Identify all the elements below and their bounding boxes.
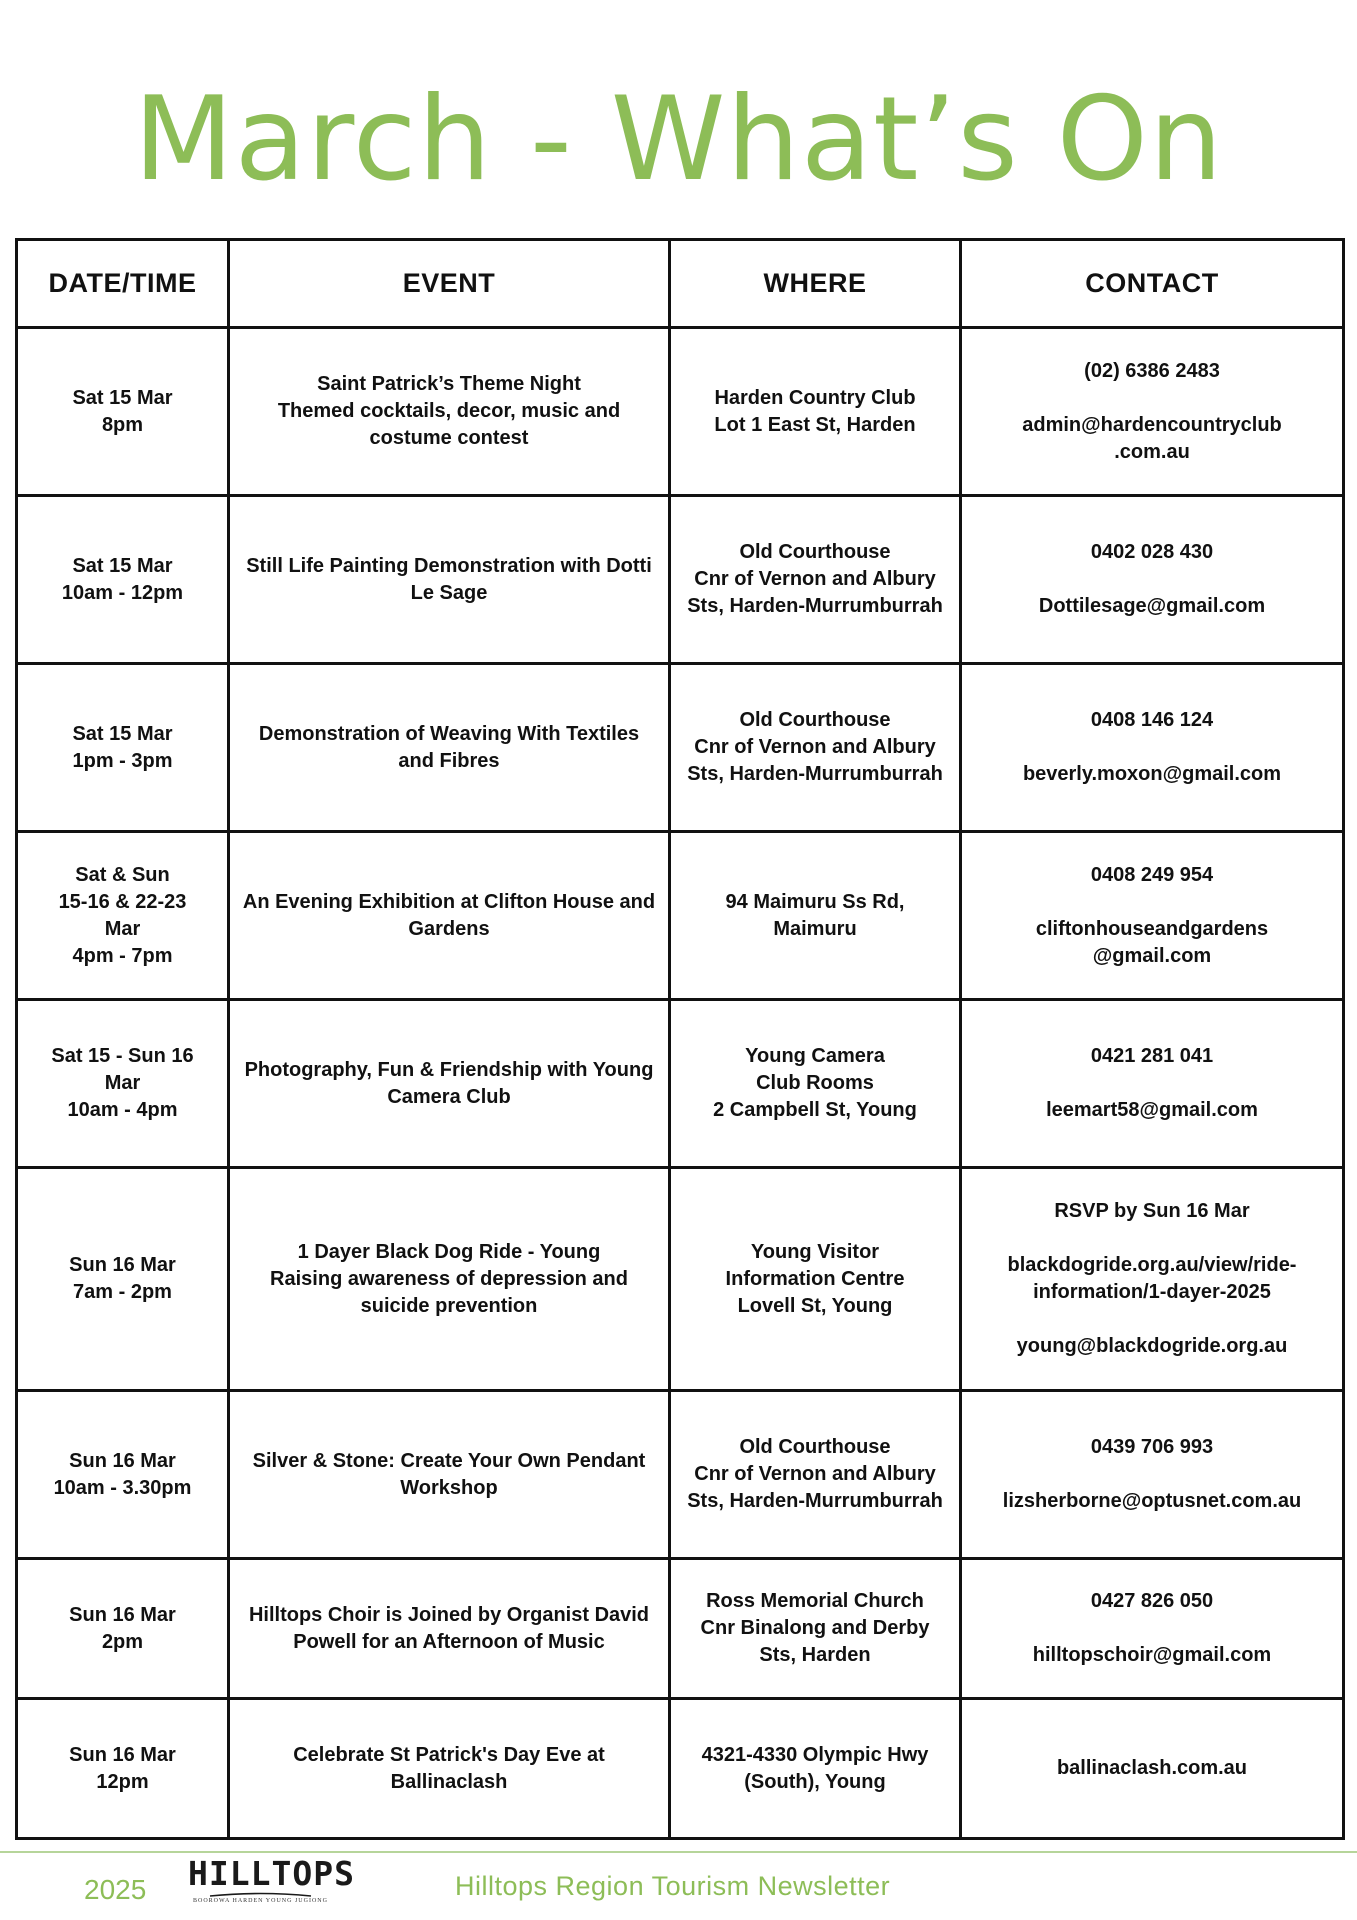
cell-where: Harden Country Club Lot 1 East St, Harden	[670, 328, 961, 496]
cell-where: Old Courthouse Cnr of Vernon and Albury Sts, Harden-Murrumburrah	[670, 664, 961, 832]
cell-contact: (02) 6386 2483 admin@hardencountryclub .com.au	[961, 328, 1344, 496]
footer-year: 2025	[84, 1874, 147, 1905]
table-row	[17, 1168, 1344, 1391]
logo-subtitle: BOOROWA HARDEN YOUNG JUGIONG	[193, 1898, 328, 1904]
cell-contact: 0402 028 430 Dottilesage@gmail.com	[961, 496, 1344, 664]
cell-datetime: Sat 15 - Sun 16 Mar 10am - 4pm	[17, 1000, 229, 1168]
header-where: WHERE	[670, 240, 961, 328]
header-contact: CONTACT	[961, 240, 1344, 328]
cell-contact: ballinaclash.com.au	[961, 1699, 1344, 1839]
table-row	[17, 832, 1344, 1000]
header-event: EVENT	[229, 240, 670, 328]
table-row	[17, 1699, 1344, 1839]
cell-contact: 0427 826 050 hilltopschoir@gmail.com	[961, 1559, 1344, 1699]
hilltops-logo	[188, 1854, 355, 1915]
cell-datetime: Sun 16 Mar 12pm	[17, 1699, 229, 1839]
newsletter-label: Hilltops Region Tourism Newsletter	[455, 1871, 891, 1901]
footer-divider	[0, 1851, 1357, 1853]
cell-where: Young Visitor Information Centre Lovell St, Young	[670, 1168, 961, 1391]
cell-where: 4321-4330 Olympic Hwy (South), Young	[670, 1699, 961, 1839]
cell-where: Old Courthouse Cnr of Vernon and Albury Sts, Harden-Murrumburrah	[670, 1391, 961, 1559]
table-row	[17, 664, 1344, 832]
cell-where: Young Camera Club Rooms 2 Campbell St, Young	[670, 1000, 961, 1168]
cell-where: Ross Memorial Church Cnr Binalong and Derby Sts, Harden	[670, 1559, 961, 1699]
cell-datetime: Sat 15 Mar 8pm	[17, 328, 229, 496]
cell-event: An Evening Exhibition at Clifton House and Gardens	[229, 832, 670, 1000]
header-datetime: DATE/TIME	[17, 240, 229, 328]
cell-event: Photography, Fun & Friendship with Young Camera Club	[229, 1000, 670, 1168]
cell-event: Still Life Painting Demonstration with Dotti Le Sage	[229, 496, 670, 664]
events-table	[15, 238, 1345, 1840]
cell-datetime: Sat & Sun 15-16 & 22-23 Mar 4pm - 7pm	[17, 832, 229, 1000]
cell-datetime: Sun 16 Mar 10am - 3.30pm	[17, 1391, 229, 1559]
cell-event: Hilltops Choir is Joined by Organist David Powell for an Afternoon of Music	[229, 1559, 670, 1699]
cell-datetime: Sun 16 Mar 2pm	[17, 1559, 229, 1699]
page-title: March - What’s On	[133, 72, 1224, 207]
cell-contact: 0408 146 124 beverly.moxon@gmail.com	[961, 664, 1344, 832]
cell-datetime: Sun 16 Mar 7am - 2pm	[17, 1168, 229, 1391]
table-row	[17, 1000, 1344, 1168]
table-row	[17, 328, 1344, 496]
table-row	[17, 1391, 1344, 1559]
table-row	[17, 1559, 1344, 1699]
cell-event: Celebrate St Patrick's Day Eve at Ballinaclash	[229, 1699, 670, 1839]
cell-event: Saint Patrick’s Theme Night Themed cocktails, decor, music and costume contest	[229, 328, 670, 496]
cell-contact: 0439 706 993 lizsherborne@optusnet.com.au	[961, 1391, 1344, 1559]
cell-event: 1 Dayer Black Dog Ride - Young Raising awareness of depression and suicide prevention	[229, 1168, 670, 1391]
table-header-row	[17, 240, 1344, 328]
logo-wordmark: HILLTOPS	[188, 1854, 355, 1893]
table-row	[17, 496, 1344, 664]
cell-contact: RSVP by Sun 16 Mar blackdogride.org.au/view/ride-information/1-dayer-2025 young@blackdogride.org.au	[961, 1168, 1344, 1391]
cell-event: Silver & Stone: Create Your Own Pendant Workshop	[229, 1391, 670, 1559]
cell-where: 94 Maimuru Ss Rd, Maimuru	[670, 832, 961, 1000]
cell-contact: 0408 249 954 cliftonhouseandgardens @gmail.com	[961, 832, 1344, 1000]
cell-datetime: Sat 15 Mar 1pm - 3pm	[17, 664, 229, 832]
cell-contact: 0421 281 041 leemart58@gmail.com	[961, 1000, 1344, 1168]
cell-datetime: Sat 15 Mar 10am - 12pm	[17, 496, 229, 664]
cell-where: Old Courthouse Cnr of Vernon and Albury Sts, Harden-Murrumburrah	[670, 496, 961, 664]
cell-event: Demonstration of Weaving With Textiles and Fibres	[229, 664, 670, 832]
